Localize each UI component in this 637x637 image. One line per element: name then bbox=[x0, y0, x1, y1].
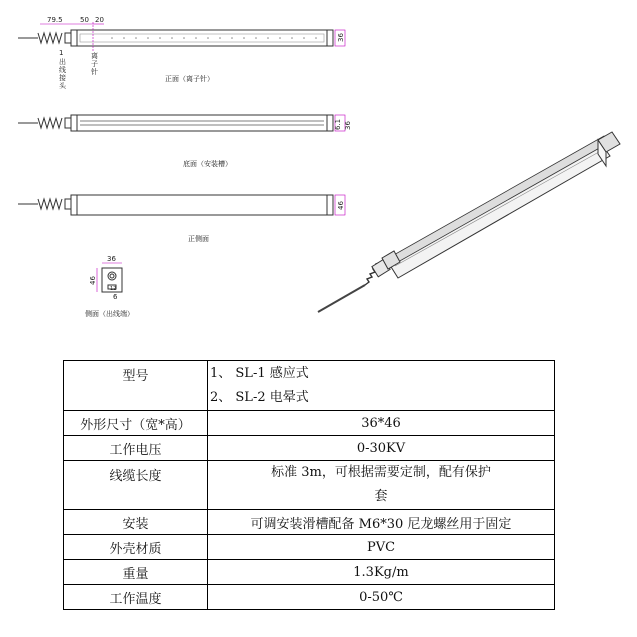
table-row bbox=[64, 535, 555, 560]
spec-table bbox=[63, 360, 555, 610]
spec-key: 外壳材质 bbox=[64, 535, 208, 560]
end-view-caption: 侧面（出线端） bbox=[85, 310, 134, 318]
cable-line-2: 套 bbox=[374, 489, 388, 504]
spec-value: 可调安装滑槽配备 M6*30 尼龙螺丝用于固定 bbox=[208, 510, 555, 535]
svg-text:离: 离 bbox=[91, 52, 98, 60]
svg-text:接: 接 bbox=[59, 74, 66, 82]
bottom-view bbox=[18, 115, 352, 168]
spec-key: 工作温度 bbox=[64, 585, 208, 610]
spec-value: 36*46 bbox=[208, 411, 555, 436]
outlet-label bbox=[59, 49, 67, 90]
ion-needle-dots bbox=[111, 37, 317, 39]
table-row bbox=[64, 436, 555, 461]
front-height-dim: 36 bbox=[337, 33, 345, 42]
table-row bbox=[64, 560, 555, 585]
end-small-dim: 12 bbox=[110, 286, 117, 292]
spec-key-model: 型号 bbox=[64, 361, 208, 411]
table-row bbox=[64, 510, 555, 535]
front-dim-1: 79.5 bbox=[47, 16, 63, 24]
isometric-view bbox=[318, 132, 620, 312]
end-view bbox=[85, 255, 134, 318]
model-line-2: 2、 SL-2 电晕式 bbox=[210, 389, 309, 405]
svg-text:出: 出 bbox=[59, 58, 66, 66]
needle-label bbox=[91, 51, 98, 76]
side-front-height-dim: 46 bbox=[337, 201, 345, 210]
spec-key: 安装 bbox=[64, 510, 208, 535]
front-dim-3: 20 bbox=[95, 16, 104, 24]
spec-value: PVC bbox=[208, 535, 555, 560]
front-view bbox=[18, 16, 345, 90]
spec-value: 0-30KV bbox=[208, 436, 555, 461]
svg-text:头: 头 bbox=[59, 82, 66, 90]
end-width-dim: 36 bbox=[107, 255, 116, 263]
front-view-caption: 正面（离子针） bbox=[165, 75, 214, 83]
table-row bbox=[64, 461, 555, 510]
side-front-view bbox=[18, 195, 345, 243]
svg-text:线: 线 bbox=[59, 66, 66, 74]
bottom-height-dim-b: 36 bbox=[344, 121, 352, 130]
side-front-caption: 正侧面 bbox=[188, 235, 209, 243]
model-line-1: 1、 SL-1 感应式 bbox=[210, 365, 309, 381]
cable-line-1: 标准 3m，可根据需要定制，配有保护 bbox=[271, 465, 491, 480]
spec-key: 重量 bbox=[64, 560, 208, 585]
bottom-height-dim-a: 6.1 bbox=[334, 118, 342, 130]
table-row bbox=[64, 411, 555, 436]
bottom-view-caption: 底面（安装槽） bbox=[183, 160, 232, 168]
end-height-dim: 46 bbox=[89, 276, 97, 285]
svg-text:1: 1 bbox=[59, 49, 64, 57]
spec-key: 线缆长度 bbox=[64, 461, 208, 510]
spec-key: 工作电压 bbox=[64, 436, 208, 461]
spec-value: 1.3Kg/m bbox=[208, 560, 555, 585]
svg-text:子: 子 bbox=[91, 60, 98, 68]
spec-value bbox=[208, 461, 555, 510]
front-dim-2: 50 bbox=[80, 16, 89, 24]
spec-value-model bbox=[208, 361, 555, 411]
table-row bbox=[64, 361, 555, 411]
table-row bbox=[64, 585, 555, 610]
spec-value: 0-50℃ bbox=[208, 585, 555, 610]
end-inner-dim: 6 bbox=[113, 293, 118, 301]
spec-key: 外形尺寸（宽*高） bbox=[64, 411, 208, 436]
svg-text:针: 针 bbox=[91, 68, 98, 76]
